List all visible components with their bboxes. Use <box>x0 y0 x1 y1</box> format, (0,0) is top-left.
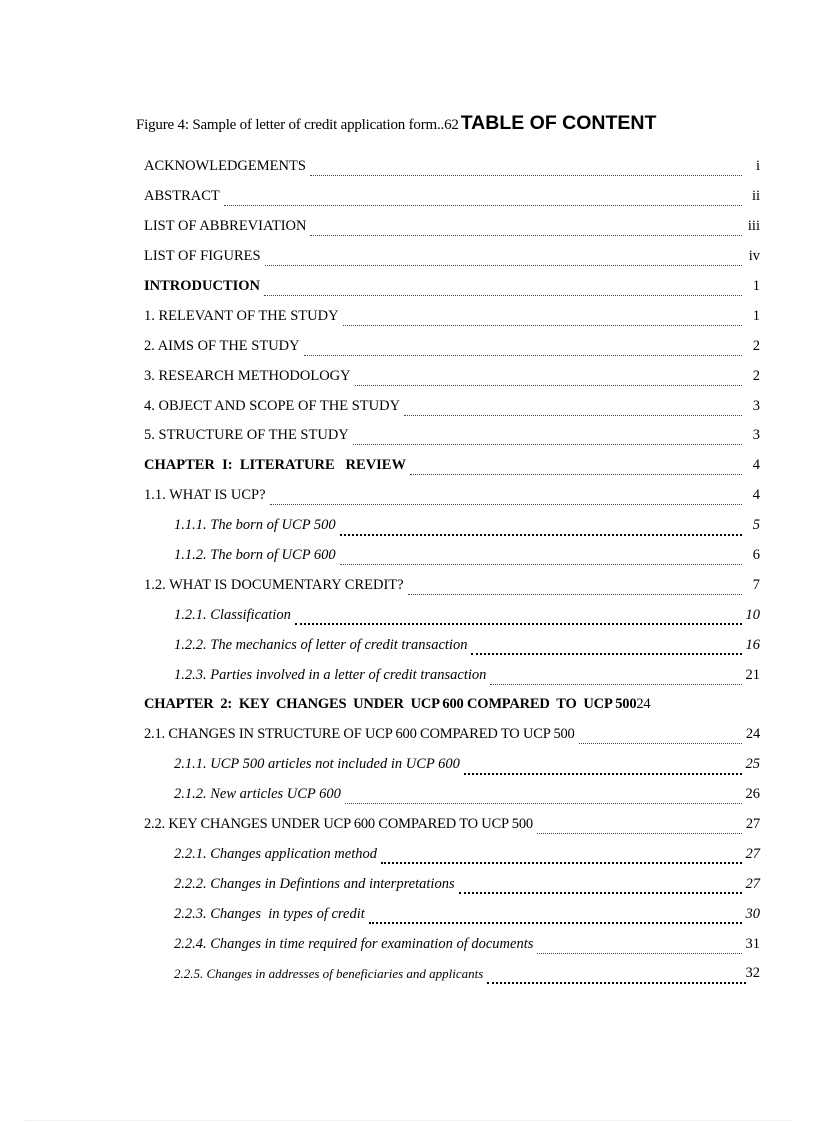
toc-entry-aims-of-the-study[interactable] <box>144 331 760 361</box>
toc-entry-classification[interactable] <box>144 600 760 630</box>
toc-entry-text: 2.1. CHANGES IN STRUCTURE OF UCP 600 COMPARED TO UCP 500 <box>144 726 575 743</box>
dot-leader <box>353 430 742 445</box>
toc-entry-page: 3 <box>752 397 760 414</box>
toc-entry-page: 27 <box>745 816 760 833</box>
toc-entry-text: CHAPTER I: LITERATURE REVIEW <box>144 457 406 474</box>
toc-entry-page: 27 <box>745 875 760 892</box>
toc-entry-what-is-ucp[interactable] <box>144 481 760 511</box>
toc-entry-text: 2.2.2. Changes in Defintions and interpretations <box>174 875 455 892</box>
toc-entry-text: 1.2.1. Classification <box>174 606 291 623</box>
toc-entry-introduction[interactable] <box>144 272 760 302</box>
toc-entry-text: LIST OF FIGURES <box>144 248 261 265</box>
toc-title: TABLE OF CONTENT <box>460 112 657 134</box>
dot-leader <box>224 191 742 206</box>
toc-entry-page: 26 <box>745 786 760 803</box>
dot-leader <box>381 848 742 864</box>
dot-leader <box>355 371 742 386</box>
dot-leader <box>304 341 742 356</box>
dot-leader <box>464 759 742 775</box>
toc-entry-page: 3 <box>752 427 760 444</box>
toc-entry-parties-involved[interactable] <box>144 660 760 690</box>
dot-leader <box>459 878 742 894</box>
toc-entry-page: 32 <box>745 965 760 982</box>
dot-leader <box>410 460 742 475</box>
toc-entry-text: 4. OBJECT AND SCOPE OF THE STUDY <box>144 397 401 414</box>
toc-entry-chapter-2[interactable] <box>144 690 760 720</box>
dot-leader <box>471 639 741 655</box>
dot-leader <box>264 281 742 296</box>
dot-leader <box>270 490 742 505</box>
toc-entry-text: 2.2.5. Changes in addresses of beneficiaries and applicants <box>174 965 484 981</box>
toc-entry-text: 5. STRUCTURE OF THE STUDY <box>144 427 349 444</box>
table-of-contents <box>144 152 760 989</box>
toc-entry-list-of-figures[interactable] <box>144 242 760 272</box>
dot-leader <box>579 729 742 744</box>
toc-entry-abstract[interactable] <box>144 182 760 212</box>
toc-entry-new-articles-ucp600[interactable] <box>144 780 760 810</box>
toc-entry-born-of-ucp-500[interactable] <box>144 511 760 541</box>
toc-entry-acknowledgements[interactable] <box>144 152 760 182</box>
toc-entry-page: 2 <box>752 337 760 354</box>
toc-entry-text: CHAPTER 2: KEY CHANGES UNDER UCP 600 COMPARED TO UCP 500 <box>144 696 637 713</box>
toc-entry-page: 31 <box>745 935 760 952</box>
toc-entry-text: 2.1.1. UCP 500 articles not included in UCP 600 <box>174 756 460 773</box>
toc-entry-page: 24 <box>636 696 651 713</box>
toc-entry-born-of-ucp-600[interactable] <box>144 541 760 571</box>
toc-entry-page: ii <box>751 188 760 205</box>
toc-entry-object-and-scope[interactable] <box>144 391 760 421</box>
toc-entry-page: 6 <box>752 547 760 564</box>
toc-entry-text: 2.2.3. Changes in types of credit <box>174 905 365 922</box>
toc-entry-changes-application-method[interactable] <box>144 839 760 869</box>
toc-entry-page: 1 <box>752 307 760 324</box>
toc-entry-text: 2.1.2. New articles UCP 600 <box>174 786 341 803</box>
dot-leader <box>487 968 745 984</box>
toc-entry-ucp500-articles-not-included[interactable] <box>144 750 760 780</box>
toc-entry-page: 5 <box>752 517 760 534</box>
dot-leader <box>537 819 742 834</box>
dot-leader <box>408 580 742 595</box>
dot-leader <box>490 670 741 685</box>
toc-entry-text: 1.1.2. The born of UCP 600 <box>174 547 336 564</box>
toc-entry-text: 1. RELEVANT OF THE STUDY <box>144 307 339 324</box>
toc-entry-page: i <box>755 158 760 175</box>
toc-entry-page: 4 <box>752 457 760 474</box>
toc-entry-page: 2 <box>752 367 760 384</box>
toc-entry-page: 7 <box>752 576 760 593</box>
dot-leader <box>340 520 742 536</box>
toc-entry-text: 1.2. WHAT IS DOCUMENTARY CREDIT? <box>144 576 404 593</box>
dot-leader <box>310 161 742 176</box>
toc-entry-page: 16 <box>745 636 760 653</box>
dot-leader <box>265 251 742 266</box>
toc-entry-text: 2.2.1. Changes application method <box>174 845 377 862</box>
dot-leader <box>537 939 741 954</box>
toc-entry-changes-in-structure[interactable] <box>144 720 760 750</box>
toc-entry-what-is-documentary-credit[interactable] <box>144 570 760 600</box>
toc-entry-text: 1.1. WHAT IS UCP? <box>144 487 266 504</box>
toc-entry-research-methodology[interactable] <box>144 361 760 391</box>
toc-entry-page: 27 <box>745 845 760 862</box>
toc-entry-text: 2. AIMS OF THE STUDY <box>144 337 300 354</box>
toc-entry-page: 24 <box>745 726 760 743</box>
toc-entry-page: 30 <box>745 905 760 922</box>
toc-entry-changes-in-types-of-credit[interactable] <box>144 899 760 929</box>
toc-entry-text: 1.2.3. Parties involved in a letter of credit transaction <box>174 666 487 683</box>
dot-leader <box>295 609 742 625</box>
toc-entry-changes-in-time-required[interactable] <box>144 929 760 959</box>
dot-leader <box>369 908 742 924</box>
toc-entry-list-of-abbreviation[interactable] <box>144 212 760 242</box>
toc-entry-page: iii <box>747 218 760 235</box>
toc-entry-page: 21 <box>745 666 760 683</box>
toc-entry-mechanics-of-lc[interactable] <box>144 630 760 660</box>
toc-entry-relevant-of-the-study[interactable] <box>144 301 760 331</box>
toc-entry-text: ABSTRACT <box>144 188 220 205</box>
toc-entry-text: 1.1.1. The born of UCP 500 <box>174 517 336 534</box>
toc-entry-text: ACKNOWLEDGEMENTS <box>144 158 306 175</box>
toc-entry-page: 10 <box>745 606 760 623</box>
dot-leader <box>310 221 742 236</box>
dot-leader <box>404 401 742 416</box>
toc-entry-chapter-1[interactable] <box>144 451 760 481</box>
toc-entry-page: 25 <box>745 756 760 773</box>
dot-leader <box>343 311 742 326</box>
toc-entry-text: 3. RESEARCH METHODOLOGY <box>144 367 351 384</box>
dot-leader <box>345 789 742 804</box>
dot-leader <box>340 550 742 565</box>
toc-entry-structure-of-the-study[interactable] <box>144 421 760 451</box>
toc-entry-text: 2.2.4. Changes in time required for examination of documents <box>174 935 534 952</box>
toc-entry-text: INTRODUCTION <box>144 278 261 294</box>
toc-entry-page: 4 <box>752 487 760 504</box>
page-heading <box>136 112 766 135</box>
figure-note: Figure 4: Sample of letter of credit application form..62 <box>136 117 459 133</box>
page-bottom-rule <box>24 1120 794 1121</box>
toc-entry-page: iv <box>748 248 760 265</box>
toc-entry-text: LIST OF ABBREVIATION <box>144 218 307 235</box>
toc-entry-key-changes[interactable] <box>144 810 760 840</box>
toc-entry-page: 1 <box>752 278 760 294</box>
toc-entry-changes-in-definitions[interactable] <box>144 869 760 899</box>
toc-entry-text: 2.2. KEY CHANGES UNDER UCP 600 COMPARED TO UCP 500 <box>144 816 533 833</box>
toc-entry-changes-in-addresses[interactable] <box>144 959 760 989</box>
toc-entry-text: 1.2.2. The mechanics of letter of credit transaction <box>174 636 468 653</box>
